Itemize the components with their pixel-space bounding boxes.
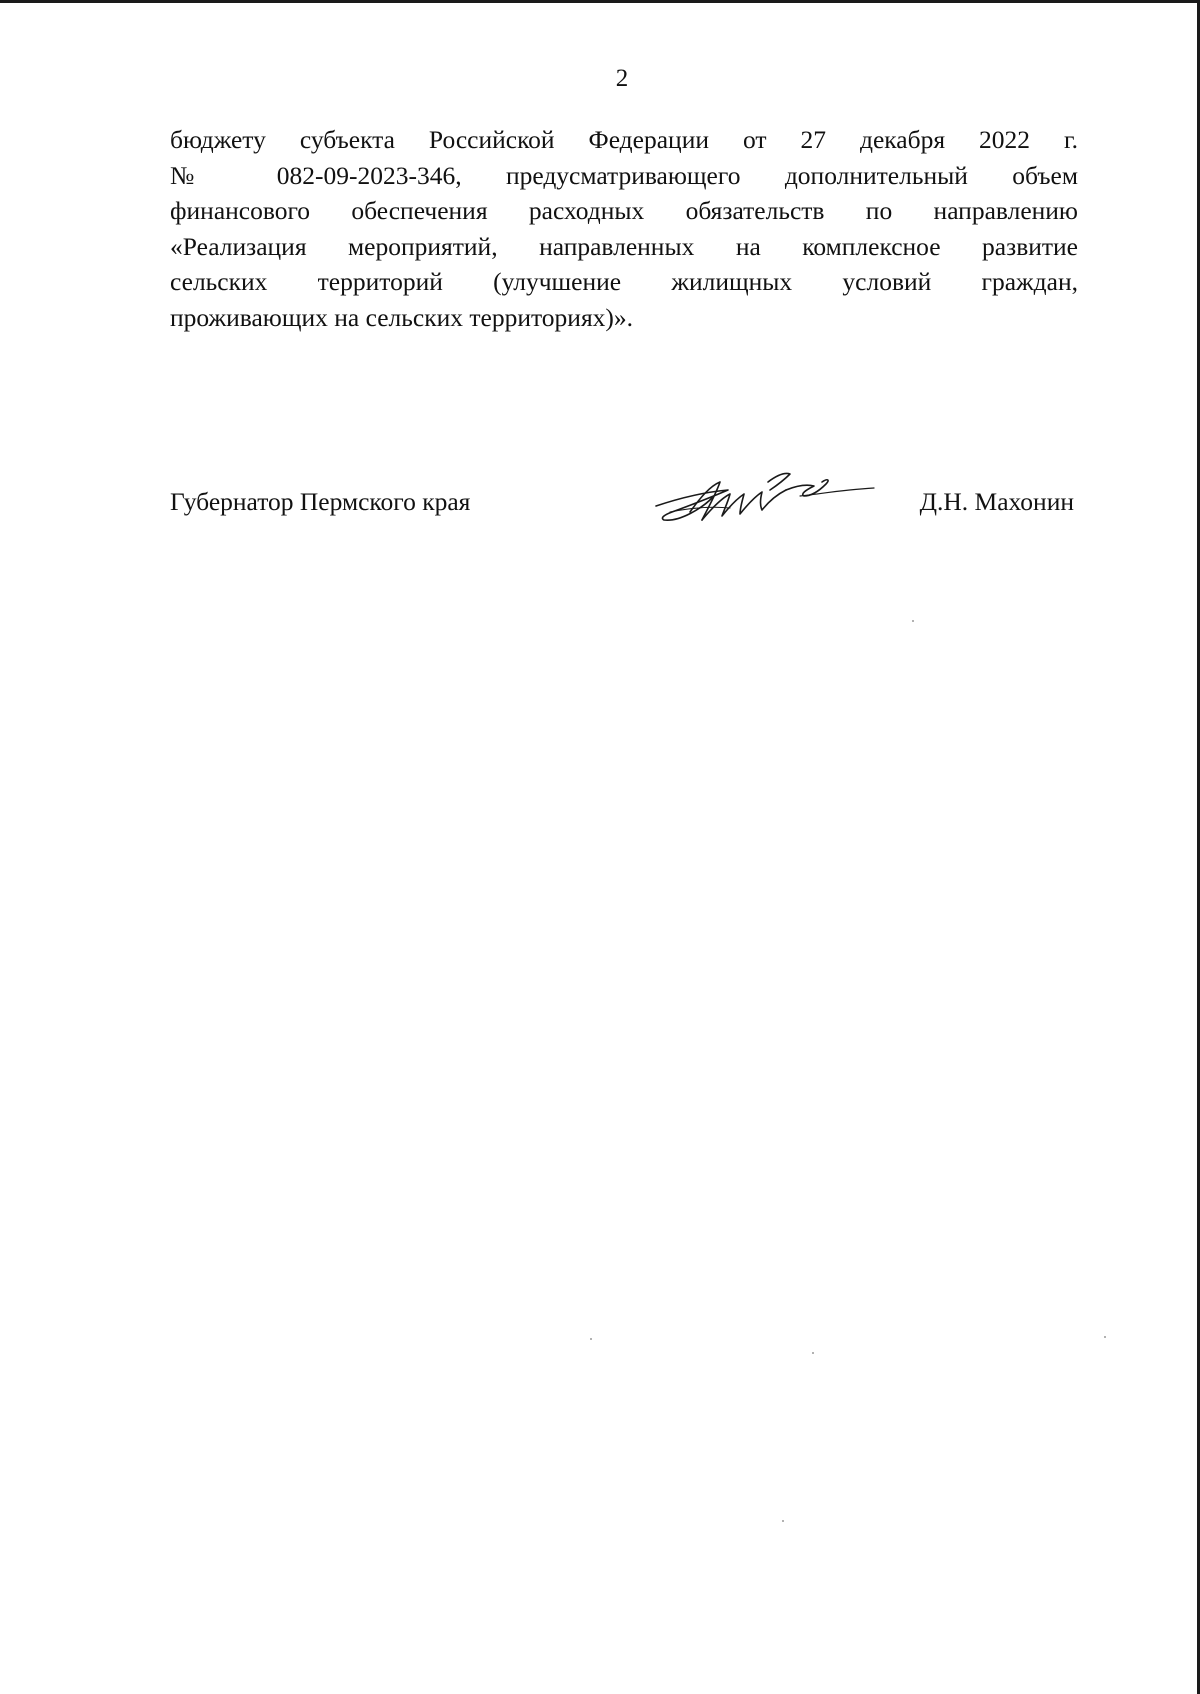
body-paragraph	[170, 122, 1078, 336]
scan-speck	[782, 1520, 784, 1522]
page-number: 2	[615, 65, 629, 92]
scan-speck	[812, 1352, 814, 1354]
scan-border-top	[0, 0, 1200, 3]
scan-speck	[912, 620, 914, 622]
handwritten-signature-icon	[650, 468, 880, 540]
signatory-name: Д.Н. Махонин	[919, 487, 1074, 516]
body-line: № 082-09-2023-346, предусматривающего дополнительный объем	[170, 160, 1078, 190]
body-line: «Реализация мероприятий, направленных на комплексное развитие	[170, 231, 1078, 261]
body-line: сельских территорий (улучшение жилищных условий граждан,	[170, 267, 1078, 297]
scan-speck	[1104, 1336, 1106, 1338]
body-line: финансового обеспечения расходных обязательств по направлению	[170, 196, 1078, 226]
body-line: проживающих на сельских территориях)».	[170, 302, 634, 332]
scan-speck	[590, 1338, 592, 1340]
body-line: бюджету субъекта Российской Федерации от 27 декабря 2022 г.	[170, 125, 1078, 154]
signatory-title: Губернатор Пермского края	[170, 487, 471, 516]
